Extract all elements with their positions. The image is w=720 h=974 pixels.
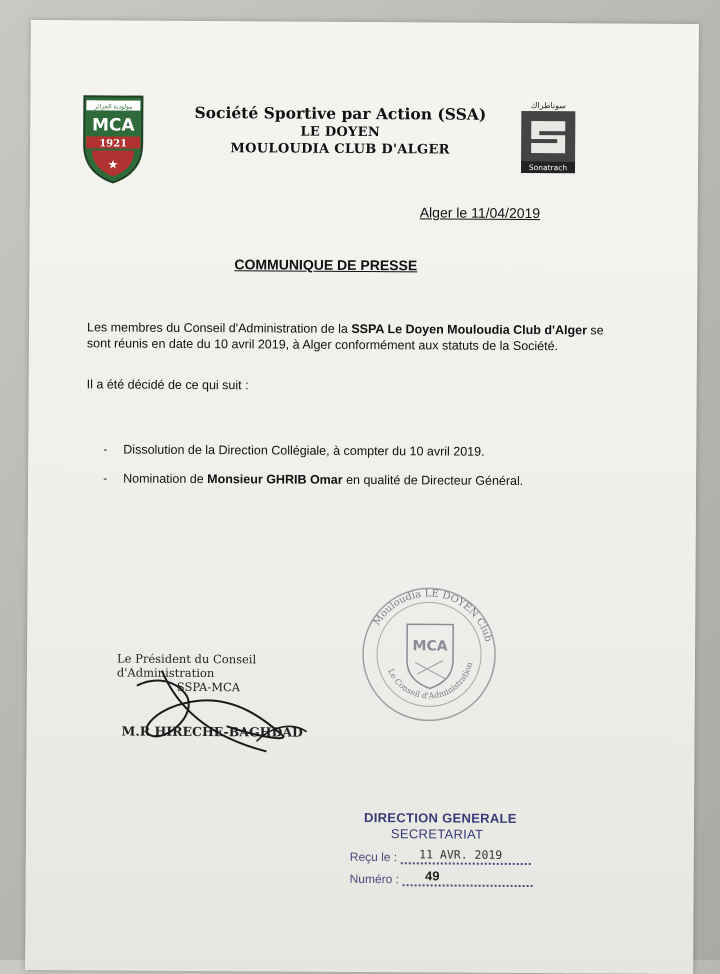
- svg-text:★: ★: [107, 157, 119, 172]
- document-page: [25, 20, 699, 974]
- sonatrach-label: Sonatrach: [528, 163, 568, 173]
- document-date: Alger le 11/04/2019: [419, 204, 541, 222]
- sonatrach-arabic: سوناطراك: [530, 101, 566, 111]
- handwritten-signature: [106, 645, 327, 756]
- signatory-title: Le Président du Conseil d'Administration SSPA-MCA: [116, 651, 257, 695]
- mca-logo-icon: [80, 92, 147, 184]
- header-le-doyen: LE DOYEN: [300, 124, 381, 141]
- stamp-received-date: 11 AVR. 2019: [419, 847, 503, 862]
- body-paragraph-2: Il a été décidé de ce qui suit :: [86, 377, 249, 393]
- seal-ring-text: Mouloudia LE DOYEN Club: [371, 588, 494, 644]
- stamp-direction: DIRECTION GENERALE: [363, 810, 517, 826]
- body-paragraph-1: Les membres du Conseil d'Administration de la SSPA Le Doyen Mouloudia Club d'Alger se sont réunis en date du 10 avril 2019, à Alger conformément aux statuts de la Société.: [86, 320, 604, 354]
- document-title: COMMUNIQUE DE PRESSE: [234, 256, 418, 274]
- mca-logo-text: MCA: [91, 115, 135, 136]
- list-item: - Dissolution de la Direction Collégiale, à compter du 10 avril 2019.: [103, 442, 485, 459]
- mca-logo-year: 1921: [99, 138, 128, 150]
- stamp-received-row: Reçu le : 11 AVR. 2019: [350, 850, 531, 865]
- mca-logo-arabic: مولودية الجزائر: [94, 103, 133, 111]
- stamp-number-value: 49: [425, 868, 440, 884]
- seal-inner-text: Le Conseil d'Administration: [386, 661, 475, 701]
- club-seal-stamp: [357, 582, 503, 728]
- seal-center-text: MCA: [412, 638, 448, 655]
- stamp-number-row: Numéro : 49: [350, 872, 533, 887]
- signatory-name: M.R HIRECHE-BAGHDAD: [121, 723, 303, 740]
- list-item: - Nomination de Monsieur GHRIB Omar en qualité de Directeur Général.: [103, 471, 524, 488]
- header-club-name: MOULOUDIA CLUB D'ALGER: [230, 141, 450, 158]
- header-company: Société Sportive par Action (SSA): [194, 102, 487, 124]
- reception-stamp: [336, 802, 547, 903]
- sonatrach-logo-icon: [517, 99, 579, 175]
- stamp-secretariat: SECRETARIAT: [390, 826, 484, 842]
